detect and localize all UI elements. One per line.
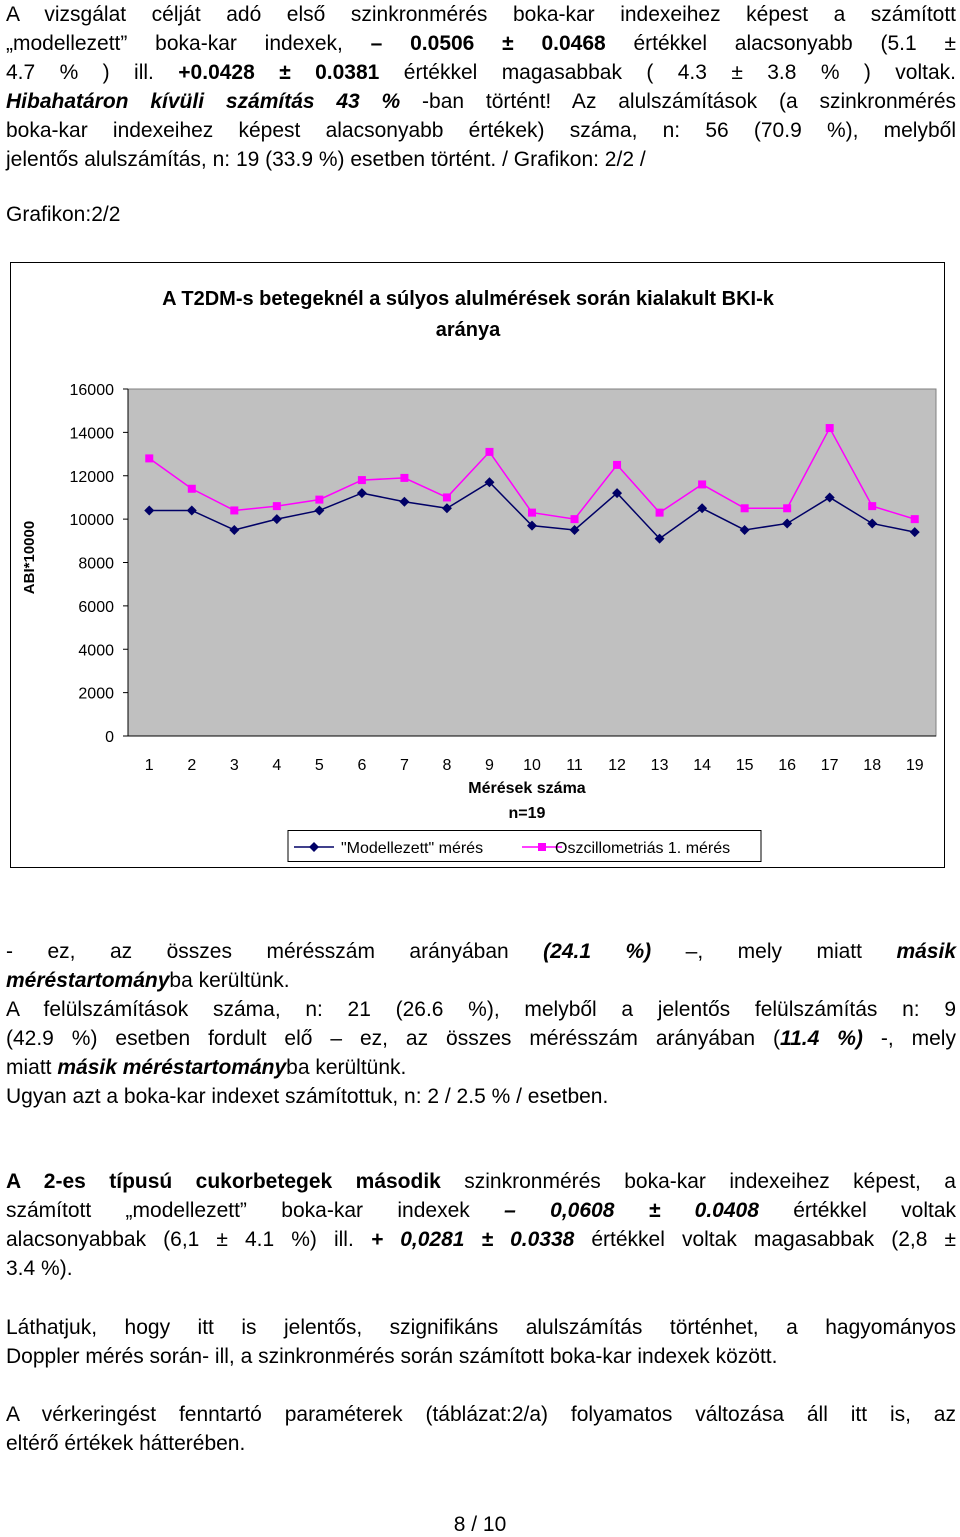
x-tick-label: 6: [357, 757, 367, 774]
plot-area: [128, 389, 936, 736]
text-line: [6, 1196, 956, 1225]
text-run: értékkel voltak magasabbak (2,8 ±: [574, 1228, 956, 1251]
x-tick-label: 14: [693, 757, 712, 774]
text-run: – 0,0608 ± 0.0408: [504, 1199, 759, 1222]
text-line: [6, 145, 956, 174]
data-point: [358, 476, 366, 484]
text-run: +0.0428 ± 0.0381: [178, 61, 380, 84]
y-tick-label: 14000: [69, 425, 114, 443]
text-run: – 0.0506 ± 0.0468: [370, 32, 606, 55]
data-point: [485, 448, 493, 456]
y-tick-label: 6000: [78, 598, 114, 616]
text-run: 3.4 %).: [6, 1257, 73, 1280]
y-axis-label: ABI*10000: [21, 520, 38, 595]
x-tick-label: 18: [863, 757, 882, 774]
text-run: boka-kar indexeihez képest alacsonyabb értékek) száma, n: 56 (70.9 %), melyből: [6, 119, 956, 142]
text-line: [6, 1082, 956, 1111]
x-tick-label: 13: [650, 757, 669, 774]
text-run: (42.9 %) esetben fordult elő – ez, az összes mérésszám arányában (: [6, 1027, 780, 1050]
text-run: A 2-es típusú cukorbetegek második: [6, 1170, 441, 1193]
y-tick-label: 8000: [78, 555, 114, 573]
paragraph-background: [6, 1400, 956, 1458]
text-run: - ez, az összes mérésszám arányában: [6, 940, 544, 963]
y-tick-label: 0: [105, 729, 114, 746]
data-point: [826, 424, 834, 432]
data-point: [613, 461, 621, 469]
data-point: [188, 485, 196, 493]
x-tick-label: 4: [272, 757, 282, 774]
x-tick-label: 1: [144, 757, 154, 774]
data-point: [698, 480, 706, 488]
text-line: [6, 1024, 956, 1053]
text-run: A vérkeringést fenntartó paraméterek (táblázat:2/a) folyamatos változása áll itt is, az: [6, 1403, 956, 1426]
text-run: Ugyan azt a boka-kar indexet számítottuk, n: 2 / 2.5 % / esetben.: [6, 1085, 609, 1108]
text-run: Doppler mérés során- ill, a szinkronmérés során számított boka-kar indexek között.: [6, 1345, 778, 1368]
text-run: másik méréstartomány: [57, 1056, 287, 1079]
data-point: [656, 509, 664, 517]
x-tick-label: 15: [735, 757, 754, 774]
text-run: számított „modellezett” boka-kar indexek: [6, 1199, 505, 1222]
data-point: [868, 502, 876, 510]
text-line: [6, 1053, 956, 1082]
data-point: [400, 474, 408, 482]
chart-caption-label: Grafikon:2/2: [6, 203, 121, 226]
paragraph-second-measurement: [6, 1167, 956, 1283]
x-tick-label: 9: [485, 757, 494, 774]
x-tick-label: 10: [523, 757, 541, 774]
data-point: [528, 509, 536, 517]
text-run: értékkel voltak: [758, 1199, 956, 1222]
text-line: [6, 1400, 956, 1429]
y-tick-label: 16000: [69, 382, 114, 399]
text-run: Hibahatáron kívüli számítás 43 %: [6, 90, 401, 113]
text-line: [6, 1342, 956, 1371]
paragraph-conclusion: [6, 1313, 956, 1371]
text-line: [6, 0, 956, 29]
chart-title: aránya: [435, 319, 501, 341]
text-run: értékkel alacsonyabb (5.1 ±: [605, 32, 956, 55]
data-point: [783, 504, 791, 512]
text-run: értékkel magasabbak ( 4.3 ± 3.8 % ) voltak.: [379, 61, 957, 84]
legend-marker: [538, 843, 546, 851]
data-point: [230, 506, 238, 514]
paragraph-results: [6, 937, 956, 1111]
text-run: méréstartomány: [6, 969, 170, 992]
data-point: [443, 493, 451, 501]
text-line: [6, 1429, 956, 1458]
y-tick-label: 10000: [69, 512, 114, 530]
x-tick-label: 16: [778, 757, 797, 774]
text-line: [6, 87, 956, 116]
text-run: jelentős alulszámítás, n: 19 (33.9 %) esetben történt. / Grafikon: 2/2 /: [6, 148, 646, 171]
x-tick-label: 8: [442, 757, 452, 774]
text-run: + 0,0281 ± 0.0338: [370, 1228, 575, 1251]
text-line: [6, 966, 956, 995]
y-tick-label: 2000: [78, 685, 114, 703]
x-tick-label: 2: [187, 757, 197, 774]
x-tick-label: 17: [820, 757, 839, 774]
x-tick-label: 3: [229, 757, 239, 774]
text-run: 11.4 %): [780, 1027, 863, 1050]
text-line: [6, 995, 956, 1024]
text-run: eltérő értékek hátterében.: [6, 1432, 246, 1455]
line-chart: [11, 263, 946, 869]
text-run: A vizsgálat célját adó első szinkronmérés boka-kar indexeihez képest a számított: [6, 3, 956, 26]
text-run: „modellezett” boka-kar indexek,: [6, 32, 371, 55]
data-point: [911, 515, 919, 523]
text-line: [6, 29, 956, 58]
legend-label: Oszcillometriás 1. mérés: [555, 840, 731, 857]
data-point: [571, 515, 579, 523]
x-tick-label: 11: [566, 757, 583, 774]
text-line: [6, 1254, 956, 1283]
text-run: –, mely miatt: [651, 940, 897, 963]
chart-frame: [10, 262, 945, 868]
text-line: [6, 58, 956, 87]
text-line: [6, 937, 956, 966]
chart-title: A T2DM-s betegeknél a súlyos alulmérések során kialakult BKI-k: [162, 288, 774, 310]
x-tick-label: 5: [314, 757, 324, 774]
text-line: [6, 1313, 956, 1342]
x-axis-sublabel: n=19: [508, 805, 546, 822]
text-run: alacsonyabbak (6,1 ± 4.1 %) ill.: [6, 1228, 371, 1251]
y-tick-label: 4000: [78, 642, 114, 660]
text-line: [6, 116, 956, 145]
text-line: [6, 1167, 956, 1196]
text-run: ba kerültünk.: [286, 1056, 407, 1079]
text-run: (24.1 %): [543, 940, 652, 963]
page-number: 8 / 10: [453, 1513, 507, 1536]
data-point: [741, 504, 749, 512]
text-line: [6, 1225, 956, 1254]
data-point: [145, 454, 153, 462]
text-run: ba kerültünk.: [169, 969, 290, 992]
text-run: szinkronmérés boka-kar indexeihez képest, a: [440, 1170, 956, 1193]
paragraph-intro: [6, 0, 956, 174]
text-run: Láthatjuk, hogy itt is jelentős, szignifikáns alulszámítás történhet, a hagyományos: [6, 1316, 956, 1339]
text-run: 4.7 % ) ill.: [6, 61, 179, 84]
text-run: másik: [896, 940, 956, 963]
y-tick-label: 12000: [69, 468, 114, 486]
text-run: A felülszámítások száma, n: 21 (26.6 %), melyből a jelentős felülszámítás n: 9: [6, 998, 956, 1021]
legend-label: "Modellezett" mérés: [341, 840, 484, 857]
data-point: [273, 502, 281, 510]
text-run: miatt: [6, 1056, 58, 1079]
x-tick-label: 19: [905, 757, 924, 774]
x-tick-label: 7: [399, 757, 409, 774]
x-tick-label: 12: [608, 757, 626, 774]
text-run: -, mely: [862, 1027, 956, 1050]
data-point: [315, 496, 323, 504]
text-run: -ban történt! Az alulszámítások (a szinkronmérés: [400, 90, 956, 113]
x-axis-label: Mérések száma: [468, 780, 586, 797]
